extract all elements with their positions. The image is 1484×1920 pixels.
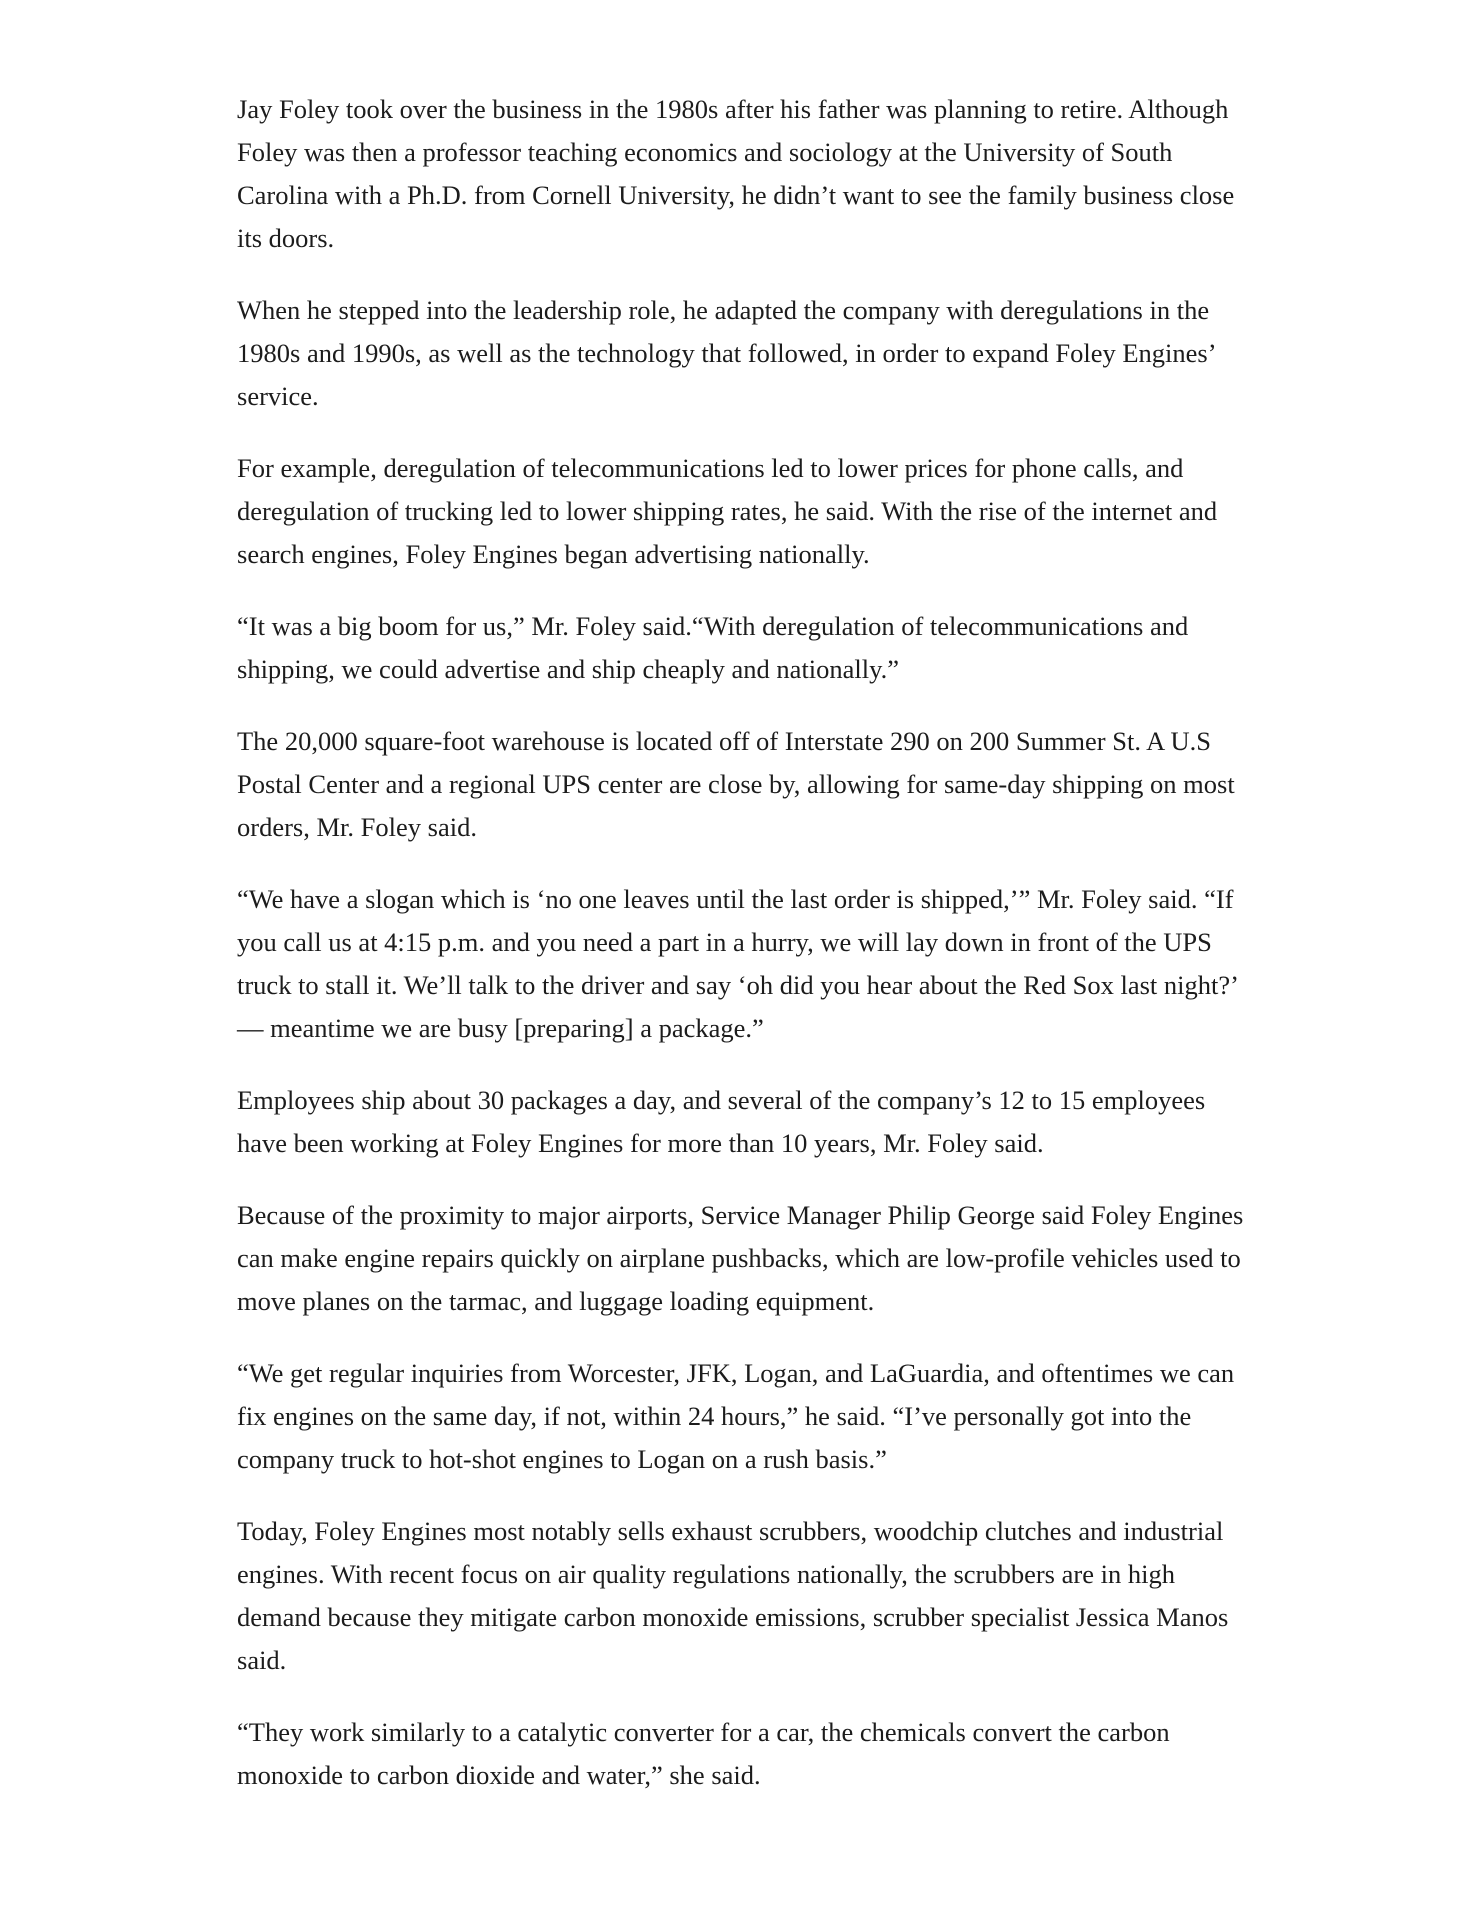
article-paragraph-3: For example, deregulation of telecommunications led to lower prices for phone calls, and deregulation of trucking led to lower shipping rates, he said. With the rise of the internet and search engines, Foley Engines began advertising nationally. xyxy=(237,453,1218,569)
article-paragraph-11: “They work similarly to a catalytic converter for a car, the chemicals convert the carbon monoxide to carbon dioxide and water,” she said. xyxy=(237,1717,1170,1790)
article-paragraph-5: The 20,000 square-foot warehouse is located off of Interstate 290 on 200 Summer St. A U.S Postal Center and a regional UPS center are close by, allowing for same-day shipping on most orders, Mr. Foley said. xyxy=(237,726,1235,842)
article-paragraph-8: Because of the proximity to major airports, Service Manager Philip George said Foley Engines can make engine repairs quickly on airplane pushbacks, which are low-profile vehicles used to move planes on the tarmac, and luggage loading equipment. xyxy=(237,1200,1244,1316)
article-paragraph-2: When he stepped into the leadership role, he adapted the company with deregulations in the 1980s and 1990s, as well as the technology that followed, in order to expand Foley Engines’ service. xyxy=(237,295,1215,411)
article-paragraph-7: Employees ship about 30 packages a day, and several of the company’s 12 to 15 employees have been working at Foley Engines for more than 10 years, Mr. Foley said. xyxy=(237,1085,1206,1158)
article-body xyxy=(237,88,1257,1826)
article-paragraph-4: “It was a big boom for us,” Mr. Foley said.“With deregulation of telecommunications and shipping, we could advertise and ship cheaply and nationally.” xyxy=(237,611,1189,684)
article-paragraph-10: Today, Foley Engines most notably sells exhaust scrubbers, woodchip clutches and industrial engines. With recent focus on air quality regulations nationally, the scrubbers are in high demand because they mitigate carbon monoxide emissions, scrubber specialist Jessica Manos said. xyxy=(237,1516,1229,1675)
article-paragraph-9: “We get regular inquiries from Worcester, JFK, Logan, and LaGuardia, and oftentimes we can fix engines on the same day, if not, within 24 hours,” he said. “I’ve personally got into the company truck to hot-shot engines to Logan on a rush basis.” xyxy=(237,1358,1235,1474)
article-paragraph-6: “We have a slogan which is ‘no one leaves until the last order is shipped,’” Mr. Foley said. “If you call us at 4:15 p.m. and you need a part in a hurry, we will lay down in front of the UPS truck to stall it. We’ll talk to the driver and say ‘oh did you hear about the Red Sox last night?’ — meantime we are busy [preparing] a package.” xyxy=(237,884,1237,1043)
article-paragraph-1: Jay Foley took over the business in the 1980s after his father was planning to retire. Although Foley was then a professor teaching economics and sociology at the University of South Carolina with a Ph.D. from Cornell University, he didn’t want to see the family business close its doors. xyxy=(237,94,1235,253)
